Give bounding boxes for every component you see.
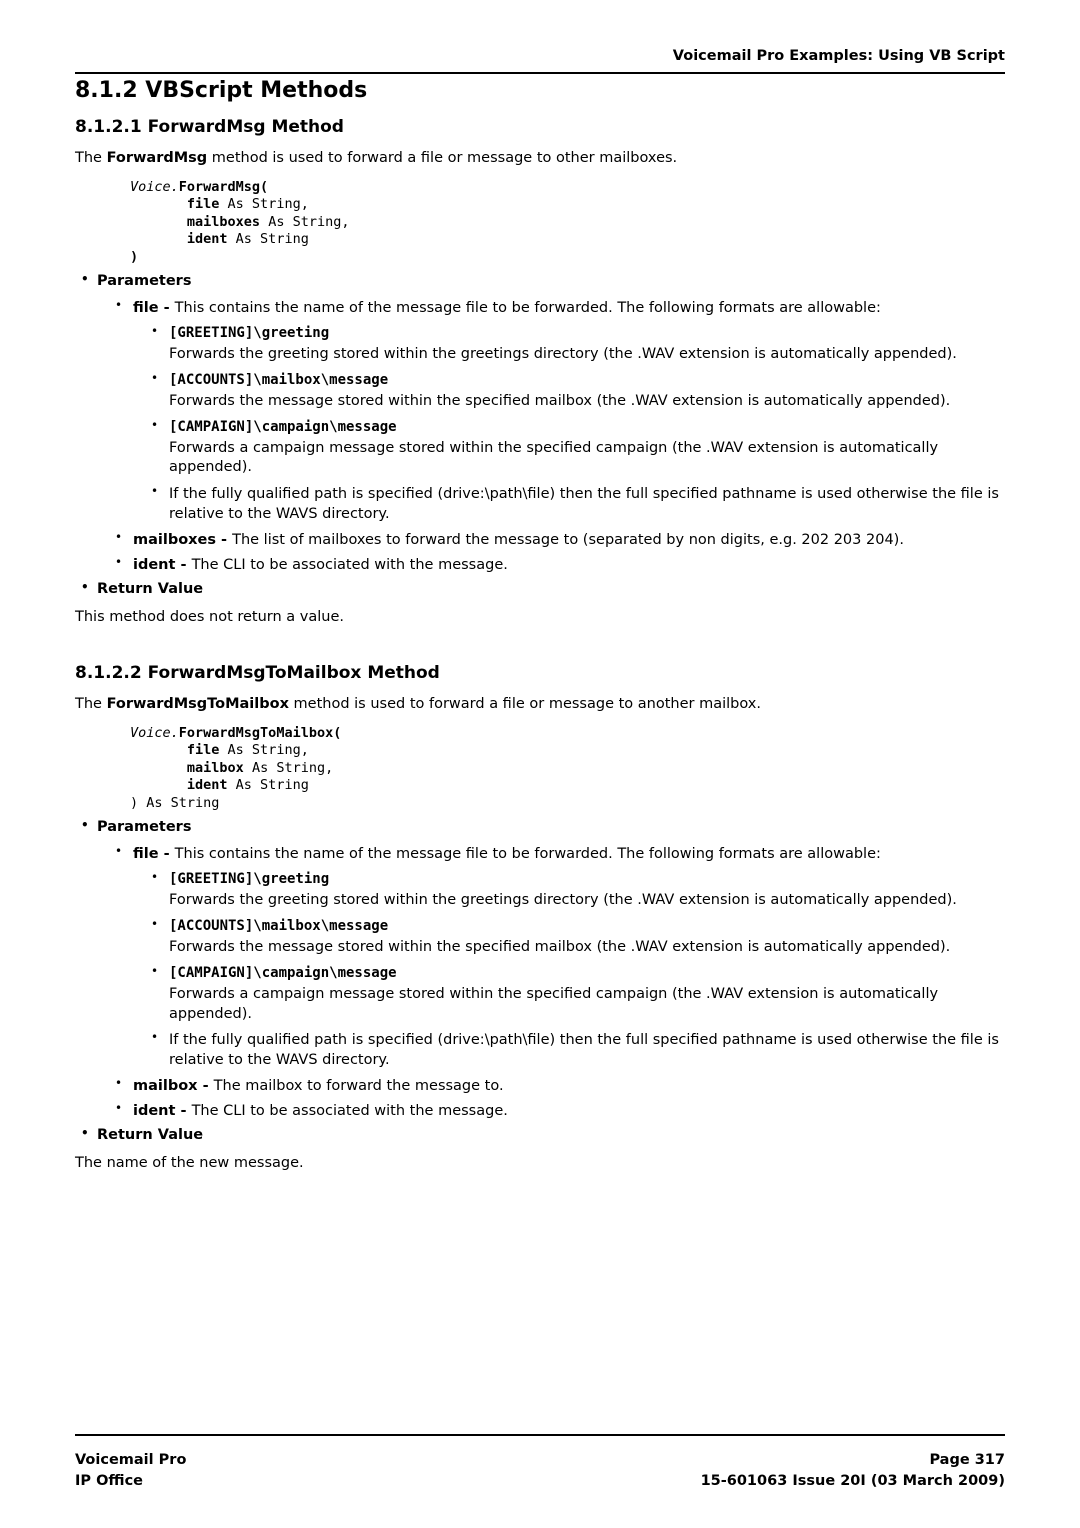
method2-code-block bbox=[130, 725, 1005, 813]
method2-code-obj: Voice. bbox=[130, 724, 179, 741]
method2-format-greeting-desc: Forwards the greeting stored within the greetings directory (the .WAV extension is automatically appended). bbox=[169, 892, 957, 909]
footer-page-number: Page 317 bbox=[929, 1451, 1005, 1468]
page-content bbox=[75, 78, 1005, 1181]
method1-param-file-text: This contains the name of the message file to be forwarded. The following formats are allowable: bbox=[174, 299, 881, 316]
method2-format-greeting-title: • [GREETING]\greeting bbox=[169, 871, 330, 888]
method1-parameters-list bbox=[75, 272, 1005, 292]
header-divider bbox=[75, 72, 1005, 74]
method2-format-accounts-desc: Forwards the message stored within the specified mailbox (the .WAV extension is automatically appended). bbox=[169, 939, 951, 956]
method2-code-arg1-type: As String, bbox=[219, 742, 309, 759]
method1-code-block bbox=[130, 179, 1005, 267]
method1-param-file bbox=[111, 298, 1005, 524]
method1-param-mailboxes-text: The list of mailboxes to forward the message to (separated by non digits, e.g. 202 203 204). bbox=[232, 532, 904, 549]
method2-code-arg2-type: As String, bbox=[243, 759, 334, 776]
method1-format-greeting-title: • [GREETING]\greeting bbox=[169, 324, 330, 341]
method2-param-items bbox=[75, 844, 1005, 1121]
method1-param-ident-term: ident - bbox=[133, 557, 192, 574]
method1-format-greeting-desc: Forwards the greeting stored within the greetings directory (the .WAV extension is automatically appended). bbox=[169, 346, 957, 363]
method1-param-mailboxes bbox=[111, 530, 1005, 550]
method2-param-mailbox bbox=[111, 1076, 1005, 1096]
method2-parameters-label: • Parameters bbox=[75, 818, 1005, 838]
method1-return-list bbox=[75, 580, 1005, 600]
method2-param-file bbox=[111, 844, 1005, 1070]
section-title: 8.1.2 VBScript Methods bbox=[75, 78, 368, 103]
method2-param-file-term: file - bbox=[133, 846, 175, 863]
page-footer bbox=[75, 1450, 1005, 1492]
method2-intro-bold: ForwardMsgToMailbox bbox=[106, 696, 289, 713]
method1-code-obj: Voice. bbox=[130, 178, 179, 195]
method1-return-text: This method does not return a value. bbox=[75, 608, 345, 625]
method1-format-greeting bbox=[147, 324, 1005, 365]
method2-parameters-list bbox=[75, 818, 1005, 838]
method1-param-mailboxes-term: mailboxes - bbox=[133, 532, 233, 549]
method1-code-arg1-type: As String, bbox=[219, 196, 309, 213]
method2-param-ident-text: The CLI to be associated with the message. bbox=[191, 1103, 508, 1120]
method1-heading: 8.1.2.1 ForwardMsg Method bbox=[75, 117, 344, 137]
method2-return-list bbox=[75, 1126, 1005, 1146]
method1-format-accounts-title: • [ACCOUNTS]\mailbox\message bbox=[169, 371, 389, 388]
method1-param-ident-text: The CLI to be associated with the message. bbox=[191, 557, 508, 574]
method2-intro-post: method is used to forward a file or message to another mailbox. bbox=[288, 696, 761, 713]
method2-code-arg3-type: As String bbox=[227, 777, 309, 794]
method1-code-close: ) bbox=[130, 248, 139, 265]
method2-intro bbox=[75, 695, 1005, 715]
method1-format-campaign bbox=[147, 418, 1005, 478]
method2-format-accounts bbox=[147, 917, 1005, 958]
method2-fullpath-note: • If the fully qualified path is specified (drive:\path\file) then the full specified pathname is used otherwise the file is relative to the WAVS directory. bbox=[147, 1030, 1005, 1070]
page-header bbox=[75, 48, 1005, 64]
method1-format-campaign-title: • [CAMPAIGN]\campaign\message bbox=[169, 418, 397, 435]
method1-param-ident bbox=[111, 555, 1005, 575]
method1-format-accounts bbox=[147, 371, 1005, 412]
method1-intro-post: method is used to forward a file or message to other mailboxes. bbox=[207, 150, 678, 166]
method1-format-accounts-desc: Forwards the message stored within the specified mailbox (the .WAV extension is automatically appended). bbox=[169, 393, 951, 410]
method1-intro-bold: ForwardMsg bbox=[106, 150, 208, 166]
method1-code-arg2: mailboxes bbox=[186, 213, 261, 230]
method1-file-formats bbox=[133, 324, 1005, 524]
running-title: Voicemail Pro Examples: Using VB Script bbox=[672, 48, 1005, 64]
method2-code-arg2: mailbox bbox=[186, 759, 244, 776]
footer-product: Voicemail Pro bbox=[75, 1451, 187, 1468]
method2-intro-pre: The bbox=[75, 696, 107, 713]
method1-code-arg3-type: As String bbox=[227, 231, 309, 248]
method2-format-greeting bbox=[147, 870, 1005, 911]
method2-format-accounts-title: • [ACCOUNTS]\mailbox\message bbox=[169, 917, 389, 934]
method1-intro bbox=[75, 149, 1005, 169]
footer-doc-info: 15-601063 Issue 20I (03 March 2009) bbox=[700, 1472, 1005, 1489]
method1-code-name: ForwardMsg( bbox=[178, 178, 269, 195]
footer-row-1 bbox=[75, 1450, 1005, 1471]
method1-return-label: • Return Value bbox=[75, 580, 1005, 600]
method2-param-ident bbox=[111, 1101, 1005, 1121]
method1-param-file-term: file - bbox=[133, 299, 175, 316]
method2-return-text: The name of the new message. bbox=[75, 1154, 304, 1171]
method1-fullpath-note: • If the fully qualified path is specified (drive:\path\file) then the full specified pathname is used otherwise the file is relative to the WAVS directory. bbox=[147, 484, 1005, 524]
method2-code-arg1: file bbox=[186, 742, 220, 759]
method2-code-name: ForwardMsgToMailbox( bbox=[178, 724, 342, 741]
method2-code-arg3: ident bbox=[186, 777, 228, 794]
method1-param-items bbox=[75, 298, 1005, 575]
method2-param-mailbox-text: The mailbox to forward the message to. bbox=[213, 1078, 504, 1095]
method1-code-arg1: file bbox=[186, 196, 220, 213]
method2-file-formats bbox=[133, 870, 1005, 1070]
method2-param-file-text: This contains the name of the message file to be forwarded. The following formats are allowable: bbox=[174, 846, 881, 863]
footer-row-2 bbox=[75, 1471, 1005, 1492]
footer-brand: IP Office bbox=[75, 1472, 143, 1489]
footer-divider bbox=[75, 1434, 1005, 1436]
method2-param-mailbox-term: mailbox - bbox=[133, 1078, 214, 1095]
method1-code-arg3: ident bbox=[186, 231, 228, 248]
method1-code-arg2-type: As String, bbox=[260, 213, 350, 230]
method2-code-close: ) As String bbox=[130, 794, 220, 811]
method2-return-label: • Return Value bbox=[75, 1126, 1005, 1146]
method2-format-campaign-desc: Forwards a campaign message stored within the specified campaign (the .WAV extension is automatically appended). bbox=[169, 986, 939, 1022]
method1-format-campaign-desc: Forwards a campaign message stored within the specified campaign (the .WAV extension is automatically appended). bbox=[169, 439, 939, 476]
method1-parameters-label: • Parameters bbox=[75, 272, 1005, 292]
method1-intro-pre: The bbox=[75, 150, 107, 166]
method2-format-campaign bbox=[147, 964, 1005, 1024]
method2-param-ident-term: ident - bbox=[133, 1103, 192, 1120]
method2-heading: 8.1.2.2 ForwardMsgToMailbox Method bbox=[75, 663, 440, 684]
method2-format-campaign-title: • [CAMPAIGN]\campaign\message bbox=[169, 964, 397, 981]
